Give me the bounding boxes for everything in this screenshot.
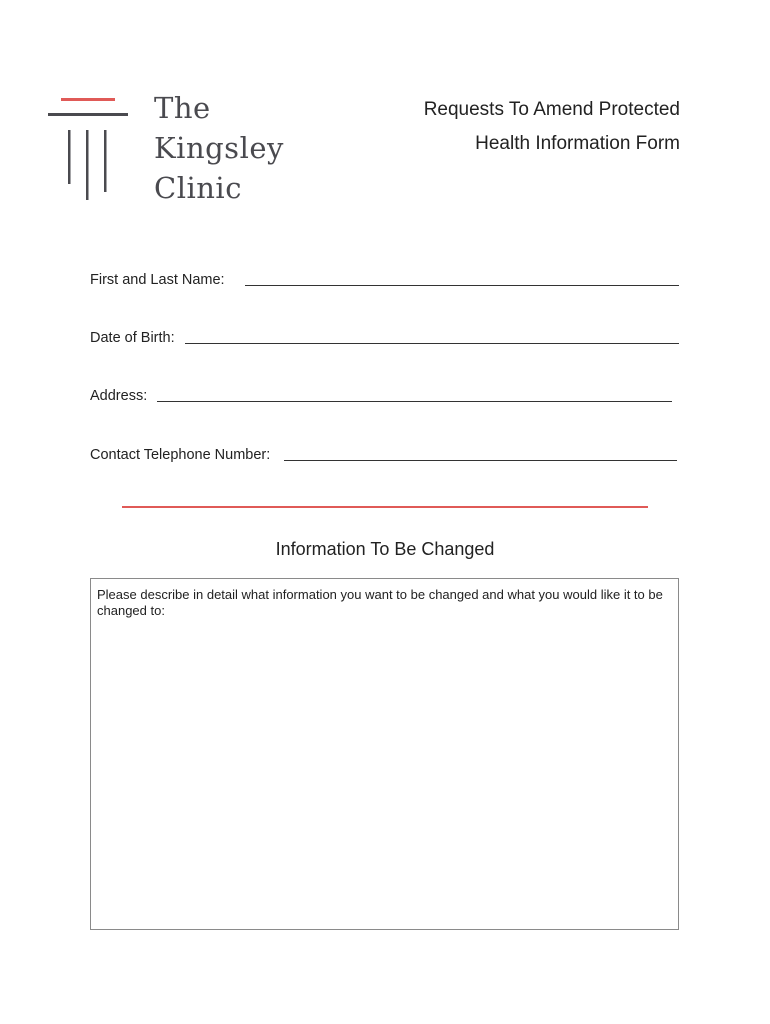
clinic-name-line3: Clinic [154, 171, 242, 205]
address-label: Address: [90, 388, 148, 404]
address-input-line[interactable] [157, 387, 672, 402]
document-title [424, 93, 680, 161]
phone-field-row [90, 443, 677, 463]
phone-input-line[interactable] [284, 446, 677, 461]
clinic-name-line2: Kingsley [154, 131, 284, 165]
name-label: First and Last Name: [90, 272, 225, 288]
phone-label: Contact Telephone Number: [90, 447, 271, 463]
name-field-row [90, 268, 679, 288]
clinic-name-line1: The [154, 91, 211, 125]
dob-label: Date of Birth: [90, 330, 175, 346]
section-title: Information To Be Changed [275, 539, 495, 559]
details-textarea[interactable] [90, 578, 679, 930]
name-input-line[interactable] [245, 271, 679, 286]
section-divider [122, 506, 648, 508]
dob-field-row [90, 326, 679, 346]
details-prompt: Please describe in detail what information you want to be changed and what you would like it to be changed to: [97, 587, 663, 618]
document-title-line2: Health Information Form [475, 133, 680, 154]
address-field-row [90, 384, 672, 404]
document-title-line1: Requests To Amend Protected [423, 99, 680, 120]
clinic-logo-icon [48, 95, 130, 205]
dob-input-line[interactable] [185, 329, 679, 344]
clinic-name [154, 88, 284, 208]
